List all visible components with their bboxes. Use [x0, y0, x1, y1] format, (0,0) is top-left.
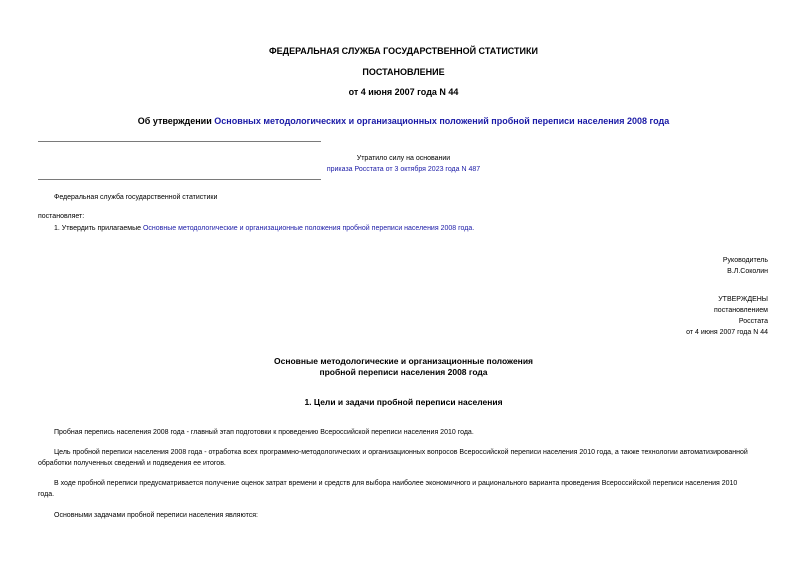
approval-line1: УТВЕРЖДЕНЫ	[718, 296, 768, 303]
signature-block	[723, 255, 768, 277]
repeal-order-link[interactable]: приказа Росстата от 3 октября 2023 года N 487	[326, 166, 481, 173]
approval-line3: Росстата	[738, 318, 768, 325]
paragraph-3-line2: года.	[38, 491, 55, 498]
title-prefix: Об утверждении	[137, 116, 215, 126]
item-1-prefix: 1. Утвердить прилагаемые	[54, 225, 143, 232]
item-1	[54, 223, 474, 234]
divider-bottom	[38, 179, 321, 180]
approval-line4: от 4 июня 2007 года N 44	[686, 329, 768, 336]
section-1-heading: 1. Цели и задачи пробной переписи населения	[304, 397, 503, 407]
paragraph-3	[38, 478, 773, 500]
approval-line2: постановлением	[714, 307, 768, 314]
repeal-notice-line1: Утратило силу на основании	[356, 155, 451, 162]
issuer-text: Федеральная служба государственной статистики	[54, 194, 218, 201]
document-date-number: от 4 июня 2007 года N 44	[348, 87, 459, 97]
agency-name: ФЕДЕРАЛЬНАЯ СЛУЖБА ГОСУДАРСТВЕННОЙ СТАТИСТИКИ	[269, 46, 538, 56]
signature-role: Руководитель	[722, 257, 768, 264]
document-type: ПОСТАНОВЛЕНИЕ	[362, 67, 445, 77]
paragraph-3-line1: В ходе пробной переписи предусматривается получение оценок затрат времени и средств для выбора наиболее экономичного и рационального варианта проведения Всероссийской переписи населения 2010	[54, 480, 738, 487]
resolves-text: постановляет:	[38, 213, 85, 220]
paragraph-2-line1: Цель пробной переписи населения 2008 года - отработка всех программно-методологических и организационных вопросов Всероссийской переписи населения 2010 года, а также технологии автоматизированной	[54, 449, 748, 456]
signature-name: В.Л.Соколин	[727, 268, 768, 275]
item-1-link[interactable]: Основные методологические и организационные положения пробной переписи населения 2008 года.	[142, 225, 475, 232]
divider-top	[38, 141, 321, 142]
annex-title-line2: пробной переписи населения 2008 года	[319, 367, 488, 377]
paragraph-2	[38, 447, 773, 469]
title-link[interactable]: Основных методологических и организационных положений пробной переписи населения 2008 года	[214, 116, 670, 126]
paragraph-4: Основными задачами пробной переписи населения являются:	[54, 512, 258, 519]
annex-title	[0, 356, 807, 378]
approval-block	[686, 294, 768, 338]
repeal-notice	[0, 153, 807, 175]
document-title	[0, 116, 807, 126]
paragraph-2-line2: обработки полученных сведений и подведения ее итогов.	[38, 460, 226, 467]
annex-title-line1: Основные методологические и организационные положения	[273, 356, 533, 366]
paragraph-1: Пробная перепись населения 2008 года - главный этап подготовки к проведению Всероссийской переписи населения 2010 года.	[54, 429, 474, 436]
